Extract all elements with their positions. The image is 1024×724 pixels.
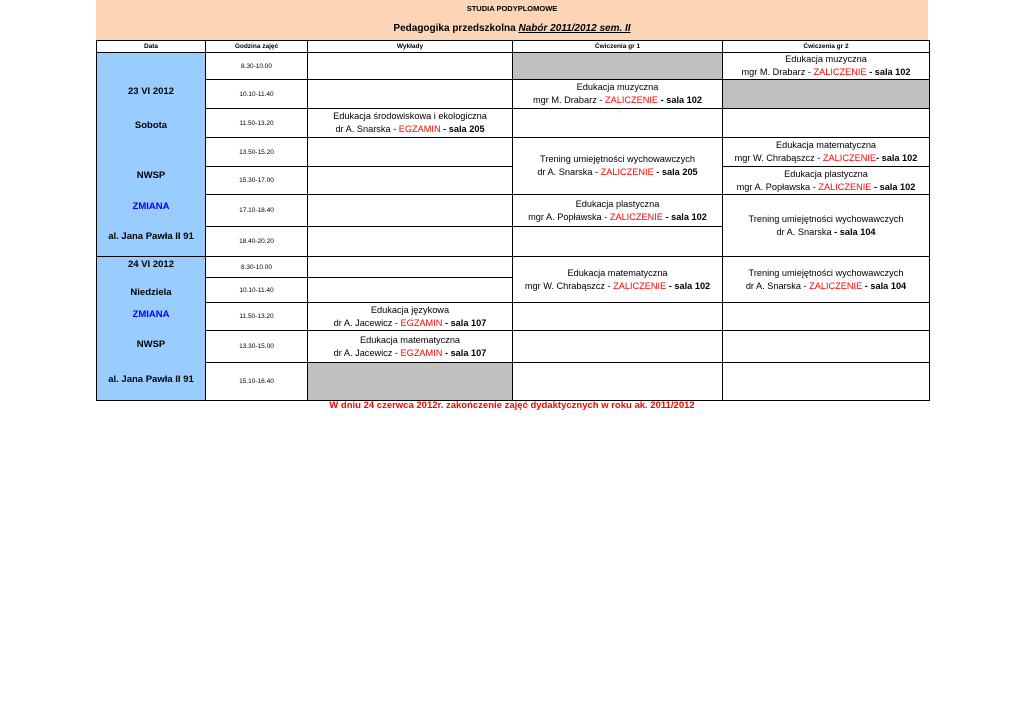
lecture-cell <box>308 331 513 363</box>
group1-cell <box>513 331 723 363</box>
date-label: 23 VI 2012 <box>128 86 174 97</box>
subject: Trening umiejętności wychowawczych <box>748 213 904 224</box>
table-row <box>97 195 930 227</box>
status-zaliczenie: ZALICZENIE <box>822 153 877 163</box>
lecture-cell <box>308 167 513 195</box>
lecture-cell <box>308 195 513 227</box>
program-type: STUDIA PODYPLOMOWE <box>466 4 558 13</box>
group2-cell <box>723 138 930 167</box>
col-header-group1: Ćwiczenia gr 1 <box>513 41 723 53</box>
place-label: NWSP <box>136 339 166 350</box>
status-zaliczenie: ZALICZENIE <box>613 280 667 291</box>
date-cell-saturday <box>97 53 206 257</box>
status-egzamin: EGZAMIN <box>400 347 443 358</box>
status-zaliczenie: ZALICZENIE <box>813 67 867 77</box>
room: - sala 102 <box>666 280 711 291</box>
teacher: dr A. Snarska - <box>745 280 810 291</box>
col-header-group2: Ćwiczenia gr 2 <box>723 41 930 53</box>
table-row <box>97 109 930 138</box>
group1-cell <box>513 257 723 303</box>
col-header-lectures: Wykłady <box>308 41 513 53</box>
lecture-cell <box>308 53 513 80</box>
teacher: dr A. Jacewicz - <box>333 347 401 358</box>
subject: Edukacja plastyczna <box>575 198 660 209</box>
room: - sala 205 <box>653 167 698 177</box>
table-row <box>97 138 930 167</box>
group1-cell <box>513 363 723 401</box>
teacher: mgr M. Drabarz - <box>532 95 605 105</box>
group2-cell <box>723 331 930 363</box>
status-zaliczenie: ZALICZENIE <box>600 167 654 177</box>
teacher: mgr A. Popławska - <box>528 211 610 222</box>
group2-cell <box>723 53 930 80</box>
room: - sala 102 <box>662 211 707 222</box>
change-note: ZMIANA <box>132 201 170 212</box>
teacher: mgr W. Chrabąszcz - <box>524 280 614 291</box>
room: - sala 107 <box>442 317 487 328</box>
time-cell: 18.40-20.20 <box>206 227 308 257</box>
col-header-date: Data <box>97 41 206 53</box>
group2-cell <box>723 303 930 331</box>
group1-cell <box>513 195 723 227</box>
room: - sala 102 <box>866 67 911 77</box>
subject: Edukacja matematyczna <box>567 267 668 278</box>
room: - sala 107 <box>442 347 487 358</box>
group1-cell <box>513 109 723 138</box>
group2-cell <box>723 257 930 303</box>
status-zaliczenie: ZALICZENIE <box>818 181 872 192</box>
address-label: al. Jana Pawła II 91 <box>108 374 194 385</box>
subject: Trening umiejętności wychowawczych <box>540 154 695 164</box>
lecture-cell <box>308 363 513 401</box>
status-zaliczenie: ZALICZENIE <box>809 280 863 291</box>
group2-cell <box>723 363 930 401</box>
lecture-cell <box>308 138 513 167</box>
lecture-cell <box>308 278 513 303</box>
teacher: mgr W. Chrabąszcz - <box>734 153 823 163</box>
lecture-cell <box>308 80 513 109</box>
course-name: Pedagogika przedszkolna <box>393 23 516 34</box>
room: - sala 104 <box>831 226 876 237</box>
subject: Edukacja plastyczna <box>784 168 868 179</box>
time-cell: 10.10-11.40 <box>206 80 308 109</box>
time-cell: 13.50-15.20 <box>206 138 308 167</box>
time-cell: 11.50-13.20 <box>206 303 308 331</box>
subject: Trening umiejętności wychowawczych <box>748 267 904 278</box>
status-egzamin: EGZAMIN <box>398 124 441 134</box>
time-cell: 15.10-16.40 <box>206 363 308 401</box>
group1-cell <box>513 138 723 195</box>
teacher: mgr A. Popławska - <box>736 181 819 192</box>
date-cell-sunday <box>97 257 206 401</box>
lecture-cell <box>308 227 513 257</box>
time-cell: 17.10-18.40 <box>206 195 308 227</box>
schedule-table <box>96 40 930 401</box>
table-row <box>97 363 930 401</box>
group1-cell <box>513 303 723 331</box>
schedule-header <box>96 0 928 40</box>
lecture-cell <box>308 257 513 278</box>
status-zaliczenie: ZALICZENIE <box>609 211 663 222</box>
table-row <box>97 303 930 331</box>
group2-cell <box>723 195 930 257</box>
teacher: dr A. Snarska - <box>335 124 399 134</box>
subject: Edukacja muzyczna <box>785 54 867 64</box>
address-label: al. Jana Pawła II 91 <box>108 231 194 242</box>
room: - sala 205 <box>440 124 485 134</box>
intake-label: Nabór 2011/2012 sem. II <box>518 23 631 34</box>
time-cell: 8.30-10.00 <box>206 257 308 278</box>
group1-cell <box>513 80 723 109</box>
date-label: 24 VI 2012 <box>128 259 174 270</box>
page-title <box>96 23 928 34</box>
subject: Edukacja środowiskowa i ekologiczna <box>333 111 487 121</box>
teacher: dr A. Snarska <box>776 226 832 237</box>
time-cell: 11.50-13.20 <box>206 109 308 138</box>
subject: Edukacja językowa <box>370 304 450 315</box>
subject: Edukacja matematyczna <box>775 140 877 150</box>
room: - sala 102 <box>658 95 702 105</box>
column-header-row <box>97 41 930 53</box>
group1-cell <box>513 227 723 257</box>
time-cell: 8.30-10.00 <box>206 53 308 80</box>
group2-cell <box>723 80 930 109</box>
place-label: NWSP <box>136 170 166 181</box>
room: - sala 102 <box>876 153 918 163</box>
group2-cell <box>723 167 930 195</box>
teacher: mgr M. Drabarz - <box>741 67 814 77</box>
teacher: dr A. Jacewicz - <box>333 317 401 328</box>
col-header-time: Godzina zajęć <box>206 41 308 53</box>
group2-cell <box>723 109 930 138</box>
status-egzamin: EGZAMIN <box>400 317 443 328</box>
subject: Edukacja matematyczna <box>359 334 461 345</box>
room: - sala 102 <box>871 181 916 192</box>
change-note: ZMIANA <box>132 309 170 320</box>
room: - sala 104 <box>862 280 907 291</box>
table-row <box>97 331 930 363</box>
weekday-label: Sobota <box>134 120 168 131</box>
table-row <box>97 53 930 80</box>
subject: Edukacja muzyczna <box>576 82 659 92</box>
time-cell: 10.10-11.40 <box>206 278 308 303</box>
time-cell: 15.30-17.00 <box>206 167 308 195</box>
lecture-cell <box>308 303 513 331</box>
weekday-label: Niedziela <box>130 287 172 298</box>
table-row <box>97 257 930 278</box>
lecture-cell <box>308 109 513 138</box>
teacher: dr A. Snarska - <box>537 167 601 177</box>
footer-note: W dniu 24 czerwca 2012r. zakończenie zajęć dydaktycznych w roku ak. 2011/2012 <box>329 400 695 411</box>
group1-cell <box>513 53 723 80</box>
time-cell: 13.30-15.00 <box>206 331 308 363</box>
status-zaliczenie: ZALICZENIE <box>604 95 659 105</box>
table-row <box>97 80 930 109</box>
